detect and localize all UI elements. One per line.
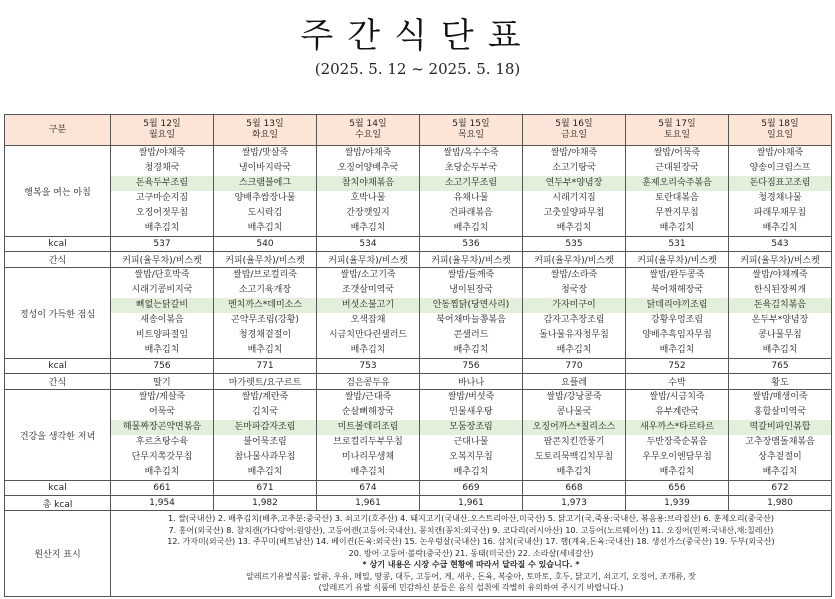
menu-item: 쌀밥/근대죽 (344, 392, 392, 402)
menu-item: 배추김치 (762, 223, 798, 233)
menu-item: 돈마파감자조림 (214, 420, 316, 435)
menu-item: 쌀밥/야채죽 (756, 148, 804, 158)
menu-item: 청국장 (560, 285, 588, 295)
menu-item: 양배추흑임자무침 (642, 330, 712, 340)
menu-item: 양배추쌈장나물 (234, 193, 296, 203)
menu-item: 유채나물 (453, 193, 489, 203)
menu-item: 배추김치 (453, 223, 489, 233)
snack-value: 커피(율무차)/비스켓 (420, 252, 523, 268)
day-date: 5월 13일 (246, 119, 284, 129)
kcal-value: 536 (420, 237, 523, 252)
menu-item: 도토리묵백김치무침 (534, 452, 614, 462)
origin-label: 원산지 표시 (5, 511, 111, 597)
meal-cell (523, 146, 626, 237)
menu-item: 콩나물국 (556, 407, 592, 417)
meal-cell (729, 390, 832, 481)
menu-item: 배추김치 (556, 223, 592, 233)
total-value: 1,961 (317, 496, 420, 511)
snack-value: 바나나 (420, 374, 523, 390)
menu-item: 배추김치 (556, 345, 592, 355)
menu-item: 쌀밥/맛살죽 (241, 148, 289, 158)
menu-item: 후르츠탕수육 (135, 437, 189, 447)
meal-cell (420, 146, 523, 237)
day-date: 5월 16일 (555, 119, 593, 129)
menu-item: 시금치만다린샐러드 (328, 330, 408, 340)
origin-line: * 상기 내용은 시장 수급 현황에 따라서 달라질 수 있습니다. * (362, 560, 580, 569)
meal-cell (626, 390, 729, 481)
lunch-row (5, 268, 832, 359)
snack1-row (5, 252, 832, 268)
meal-cell (729, 146, 832, 237)
meal-cell (523, 390, 626, 481)
kcal-value: 672 (729, 481, 832, 496)
meal-cell (214, 146, 317, 237)
menu-item: 쌀밥/옥수수죽 (443, 148, 499, 158)
snack-value: 황도 (729, 374, 832, 390)
menu-item: 버섯소불고기 (317, 298, 419, 313)
day-date: 5월 18일 (761, 119, 799, 129)
menu-item: 어묵국 (148, 407, 176, 417)
origin-text (111, 511, 832, 597)
menu-item: 배추김치 (556, 467, 592, 477)
kcal-value: 661 (111, 481, 214, 496)
kcal-value: 537 (111, 237, 214, 252)
menu-item: 고구마순지짐 (135, 193, 189, 203)
menu-item: 오징어양배추국 (337, 163, 399, 173)
menu-item: 배추김치 (144, 223, 180, 233)
meal-cell (317, 390, 420, 481)
day-date: 5월 17일 (658, 119, 696, 129)
total-value: 1,980 (729, 496, 832, 511)
day-header (420, 115, 523, 146)
kcal-value: 543 (729, 237, 832, 252)
menu-item: 배추김치 (247, 223, 283, 233)
menu-item: 돈다짐표고조림 (729, 176, 831, 191)
menu-item: 조갯살미역국 (341, 285, 395, 295)
menu-item: 북어채해장국 (650, 285, 704, 295)
day-weekday: 일요일 (766, 130, 794, 140)
menu-item: 근대나물 (453, 437, 489, 447)
snack-value: 커피(율무차)/비스켓 (111, 252, 214, 268)
kcal-value: 668 (523, 481, 626, 496)
day-date: 5월 12일 (143, 119, 181, 129)
menu-item: 쌀밥/소라죽 (550, 270, 598, 280)
menu-item: 배추김치 (350, 345, 386, 355)
day-weekday: 금요일 (560, 130, 588, 140)
kcal-value: 540 (214, 237, 317, 252)
menu-item: 불어묵조림 (243, 437, 287, 447)
menu-item: 민물새우탕 (449, 407, 493, 417)
menu-item: 배추김치 (453, 467, 489, 477)
menu-item: 뼈없는닭갈비 (111, 298, 213, 313)
menu-item: 돈육두부조림 (111, 176, 213, 191)
origin-line: 12. 가자미(외국산) 13. 주꾸미(베트남산) 14. 베이컨(돈육:외국산) 15. 논우렁살(국내산) 16. 삼치(국내산) 17. 햄(계육,돈육:국내산) 18. 생선가스(중국산) 19. 두부(외국산) (167, 537, 775, 546)
snack-value: 딸기 (111, 374, 214, 390)
menu-item: 콘샐러드 (453, 330, 489, 340)
menu-item: 배추김치 (350, 467, 386, 477)
weekly-menu-table (4, 114, 832, 597)
menu-item: 토란대볶음 (655, 193, 699, 203)
menu-item: 배추김치 (144, 467, 180, 477)
menu-item: 감자고추장조림 (543, 315, 605, 325)
breakfast-row-kcal-row (5, 237, 832, 252)
menu-item: 근대된장국 (655, 163, 699, 173)
origin-line: (알레르기 유발 식품에 민감하신 분들은 음식 섭취에 각별히 유의하여 주시기 바랍니다.) (318, 583, 624, 592)
snack-label: 간식 (5, 252, 111, 268)
menu-item: 미나리무생채 (341, 452, 395, 462)
snack-value: 커피(율무차)/비스켓 (626, 252, 729, 268)
menu-item: 쌀밥/소고기죽 (340, 270, 396, 280)
menu-item: 참치야채볶음 (317, 176, 419, 191)
meal-cell (523, 268, 626, 359)
menu-item: 쌀밥/야채죽 (138, 148, 186, 158)
dinner-row-kcal-row (5, 481, 832, 496)
lunch-row-kcal-row (5, 359, 832, 374)
day-header (523, 115, 626, 146)
menu-item: 브로컬리두부무침 (333, 437, 403, 447)
menu-item: 배추김치 (247, 345, 283, 355)
menu-item: 참나물사과무침 (234, 452, 296, 462)
menu-item: 콩나물무침 (758, 330, 802, 340)
menu-item: 쌀밥/강낭콩죽 (546, 392, 602, 402)
menu-item: 배추김치 (453, 345, 489, 355)
menu-item: 북어채마늘쫑볶음 (436, 315, 506, 325)
menu-item: 훈제오리숙주볶음 (626, 176, 728, 191)
total-value: 1,982 (214, 496, 317, 511)
meal-cell (420, 268, 523, 359)
menu-item: 배추김치 (144, 345, 180, 355)
kcal-value: 765 (729, 359, 832, 374)
menu-item: 쌀밥/들깨죽 (447, 270, 495, 280)
menu-item: 냉이된장국 (449, 285, 493, 295)
day-date: 5월 15일 (452, 119, 490, 129)
menu-item: 강황우엉조림 (650, 315, 704, 325)
snack2-row (5, 374, 832, 390)
total-value: 1,954 (111, 496, 214, 511)
meal-cell (214, 268, 317, 359)
menu-item: 쌀밥/매생이죽 (752, 392, 808, 402)
kcal-value: 756 (420, 359, 523, 374)
menu-item: 청경채겉절이 (238, 330, 292, 340)
menu-item: 우무오이엔담무침 (642, 452, 712, 462)
total-label: 총 kcal (5, 496, 111, 511)
origin-line: 알레르기유발식품: 알류, 우유, 메밀, 땅콩, 대두, 고등어, 게, 새우, 돈육, 복숭아, 토마토, 호두, 닭고기, 쇠고기, 오징어, 조개류, 잣 (246, 571, 696, 581)
menu-item: 배추김치 (350, 223, 386, 233)
meal-cell (317, 268, 420, 359)
meal-cell (729, 268, 832, 359)
snack-value: 요플레 (523, 374, 626, 390)
kcal-label: kcal (5, 481, 111, 496)
menu-item: 유부계란국 (655, 407, 699, 417)
menu-item: 팝콘치킨깐풍기 (543, 437, 605, 447)
day-weekday: 목요일 (457, 130, 485, 140)
menu-item: 돈육김치볶음 (729, 298, 831, 313)
menu-item: 스크램블에그 (214, 176, 316, 191)
menu-item: 시래기콩비지국 (131, 285, 193, 295)
snack-value: 커피(율무차)/비스켓 (523, 252, 626, 268)
period-range: (2025. 5. 12 ~ 2025. 5. 18) (314, 60, 521, 78)
kcal-value: 534 (317, 237, 420, 252)
menu-item: 곤약무조림(강황) (231, 315, 299, 325)
snack-value: 마가렛트/요구르트 (214, 374, 317, 390)
menu-item: 배추김치 (762, 467, 798, 477)
origin-row (5, 511, 832, 597)
total-value: 1,973 (523, 496, 626, 511)
menu-item: 시래기지짐 (552, 193, 596, 203)
snack-value: 수박 (626, 374, 729, 390)
menu-item: 한식된장찌개 (753, 285, 807, 295)
total-value: 1,961 (420, 496, 523, 511)
kcal-value: 771 (214, 359, 317, 374)
kcal-label: kcal (5, 359, 111, 374)
kcal-value: 669 (420, 481, 523, 496)
menu-item: 쌀밥/시금치죽 (649, 392, 705, 402)
meal-cell (317, 146, 420, 237)
menu-item: 배추김치 (247, 467, 283, 477)
menu-item: 새우까스*타르타르 (626, 420, 728, 435)
meal-cell (111, 390, 214, 481)
menu-item: 연두부*양념장 (523, 176, 625, 191)
day-header (111, 115, 214, 146)
dinner-row (5, 390, 832, 481)
menu-item: 홍합살미역국 (753, 407, 807, 417)
menu-item: 순살뼈해장국 (341, 407, 395, 417)
meal-cell (626, 268, 729, 359)
menu-item: 소고기탕국 (552, 163, 596, 173)
menu-item: 오징어젓무침 (135, 208, 189, 218)
menu-item: 배추김치 (659, 223, 695, 233)
menu-item: 쌀밥/단호박죽 (134, 270, 190, 280)
meal-cell (111, 146, 214, 237)
kcal-value: 752 (626, 359, 729, 374)
breakfast-row (5, 146, 832, 237)
menu-item: 쌀밥/계란죽 (241, 392, 289, 402)
day-weekday: 화요일 (251, 130, 279, 140)
menu-item: 오색잡채 (350, 315, 386, 325)
menu-item: 쌀밥/야채죽 (344, 148, 392, 158)
kcal-value: 531 (626, 237, 729, 252)
kcal-value: 656 (626, 481, 729, 496)
snack-value: 커피(율무차)/비스켓 (214, 252, 317, 268)
menu-item: 건파래볶음 (449, 208, 493, 218)
menu-item: 호박나물 (350, 193, 386, 203)
menu-item: 배추김치 (762, 345, 798, 355)
meal-cell (214, 390, 317, 481)
menu-item: 쌀밥/어묵죽 (653, 148, 701, 158)
total-kcal-row (5, 496, 832, 511)
menu-item: 배추김치 (659, 467, 695, 477)
header-label: 구분 (5, 115, 111, 146)
menu-item: 청경채국 (144, 163, 180, 173)
menu-item: 모둠장조림 (420, 420, 522, 435)
kcal-value: 671 (214, 481, 317, 496)
menu-item: 양송이크림스프 (749, 163, 811, 173)
menu-item: 고추장맴돌채볶음 (745, 437, 815, 447)
menu-item: 쌀밥/야채죽 (550, 148, 598, 158)
kcal-value: 535 (523, 237, 626, 252)
menu-item: 멘치까스*데미소스 (214, 298, 316, 313)
menu-item: 안동찜닭(당면사리) (420, 298, 522, 313)
menu-item: 무짠지무침 (655, 208, 699, 218)
snack-value: 커피(율무차)/비스켓 (317, 252, 420, 268)
total-value: 1,939 (626, 496, 729, 511)
menu-item: 쌀밥/야채깨죽 (752, 270, 808, 280)
menu-item: 쌀밥/완두콩죽 (649, 270, 705, 280)
menu-item: 초당순두부국 (444, 163, 498, 173)
menu-item: 닭데리야끼조림 (626, 298, 728, 313)
page-title: 주간식단표 (300, 16, 535, 56)
origin-line: 1. 쌀(국내산) 2. 배추김치(배추,고추분:중국산) 3. 쇠고기(호주산) 4. 돼지고기(국내산.오스트리아산,미국산) 5. 닭고기(국,죽용:국내산, 볶음용:브라질산) 6. 훈제오리(중국산) (168, 514, 774, 523)
menu-item: 돌나물유자청무침 (539, 330, 609, 340)
menu-item: 해물짜장곤약면볶음 (111, 420, 213, 435)
meal-label: 건강을 생각한 저녁 (5, 390, 111, 481)
menu-item: 소고기무조림 (420, 176, 522, 191)
menu-item: 비트양파절임 (135, 330, 189, 340)
day-header (729, 115, 832, 146)
snack-value: 커피(율무차)/비스켓 (729, 252, 832, 268)
menu-item: 두반장죽순볶음 (646, 437, 708, 447)
menu-item: 쌀밥/버섯죽 (447, 392, 495, 402)
menu-item: 새송이볶음 (140, 315, 184, 325)
meal-cell (420, 390, 523, 481)
menu-item: 배추김치 (659, 345, 695, 355)
menu-item: 쌀밥/게살죽 (138, 392, 186, 402)
menu-item: 파래무채무침 (753, 208, 807, 218)
meal-cell (626, 146, 729, 237)
menu-item: 상추겉절이 (758, 452, 802, 462)
day-weekday: 수요일 (354, 130, 382, 140)
kcal-value: 753 (317, 359, 420, 374)
menu-item: 냉이바지락국 (238, 163, 292, 173)
menu-item: 고춧잎양파무침 (543, 208, 605, 218)
day-header (317, 115, 420, 146)
day-weekday: 토요일 (663, 130, 691, 140)
menu-item: 소고기육개장 (238, 285, 292, 295)
menu-item: 쌀밥/브로컬리죽 (233, 270, 297, 280)
menu-item: 오징어까스*칠리소스 (523, 420, 625, 435)
menu-item: 떡갈비파인볶합 (729, 420, 831, 435)
origin-line: 20. 방어·고등어·볼락(중국산) 21. 동태(미국산) 22. 소라살(세네갈산) (348, 548, 594, 558)
meal-label: 행복을 여는 아침 (5, 146, 111, 237)
meal-label: 정성이 가득한 점심 (5, 268, 111, 359)
menu-item: 가자미구이 (523, 298, 625, 313)
snack-label: 간식 (5, 374, 111, 390)
menu-item: 단무지쪽갓무침 (131, 452, 193, 462)
snack-value: 검은콩두유 (317, 374, 420, 390)
origin-line: 7. 홍어(외국산) 8. 참치캔(가다랑어:원양산), 고등어캔(고등어:국내산), 꽁치캔(꽁치:외국산) 9. 코다리(러시아산) 10. 고등어(노르웨이산) 11. 오징어(민찌:국내산,채:칠레산) (168, 525, 774, 535)
menu-item: 간장깻잎지 (346, 208, 390, 218)
header-row (5, 115, 832, 146)
kcal-value: 770 (523, 359, 626, 374)
kcal-value: 674 (317, 481, 420, 496)
menu-item: 온두부*양념장 (751, 315, 809, 325)
kcal-value: 756 (111, 359, 214, 374)
day-weekday: 월요일 (148, 130, 176, 140)
menu-item: 오복지무침 (449, 452, 493, 462)
kcal-label: kcal (5, 237, 111, 252)
day-header (626, 115, 729, 146)
day-date: 5월 14일 (349, 119, 387, 129)
menu-item: 도시락김 (247, 208, 283, 218)
day-header (214, 115, 317, 146)
menu-item: 청경채나물 (758, 193, 802, 203)
meal-cell (111, 268, 214, 359)
menu-item: 미트볼데리조림 (317, 420, 419, 435)
menu-item: 김치국 (251, 407, 279, 417)
